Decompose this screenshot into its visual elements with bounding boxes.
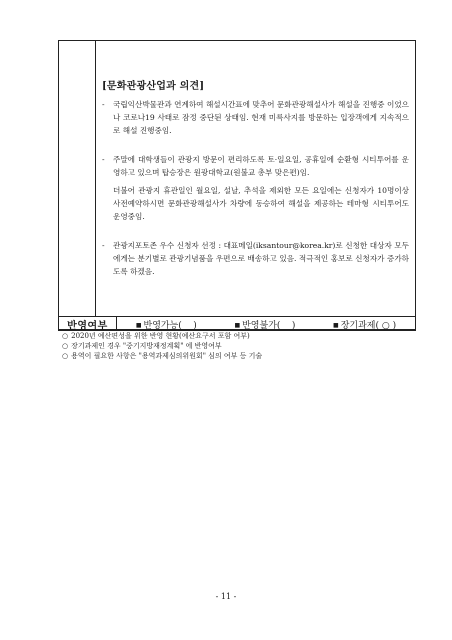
section-title: [문화관광산업과 의견] xyxy=(102,81,205,92)
square-bullet-icon: ■ xyxy=(333,321,339,329)
item-text: 국립익산박물관과 연계하여 해설시간표에 맞추어 문화관광해설사가 해설을 진행중 이었으나 코로나19 사태로 잠정 중단된 상태임. 현재 미륵사지를 방문하는 입장객에게 지속적으로 해설 진행중임. xyxy=(113,100,409,135)
note-text: 장기과제인 경우 "중기지방재정계획" 에 반영여부 xyxy=(71,342,222,350)
note-item xyxy=(62,331,416,341)
square-bullet-icon: ■ xyxy=(234,321,241,329)
circle-bullet-icon: ○ xyxy=(62,352,69,360)
note-item xyxy=(62,351,416,361)
item-dash: - xyxy=(102,155,105,164)
option-impossible[interactable] xyxy=(234,318,295,331)
reflection-options xyxy=(117,318,415,331)
option-possible[interactable] xyxy=(136,318,197,331)
opinion-item-2-continuation: 더불어 관광지 휴관일인 월요일, 설날, 추석을 제외한 모든 요일에는 신청자가 10명이상 사전예약하시면 문화관광해설사가 차량에 동승하여 해설을 제공하는 테마형 시티투어도 운영중임. xyxy=(113,186,409,221)
item-dash: - xyxy=(102,241,105,250)
opinion-content xyxy=(96,41,415,316)
page-number: - 11 - xyxy=(215,592,237,601)
reflection-row xyxy=(59,316,415,331)
reflection-label: 반영여부 xyxy=(59,317,117,331)
option-close: ) xyxy=(193,320,197,331)
option-mark: ○ xyxy=(381,320,390,331)
option-close: ) xyxy=(291,320,296,331)
opinion-item-3 xyxy=(102,239,409,278)
opinion-item-1 xyxy=(102,98,409,137)
note-item xyxy=(62,341,416,351)
circle-bullet-icon: ○ xyxy=(62,342,69,350)
option-label: 반영가능( xyxy=(143,320,182,331)
table-left-column xyxy=(59,41,96,316)
option-close: ) xyxy=(392,320,397,331)
opinion-item-2 xyxy=(102,153,409,179)
item-text: 주말에 대학생들이 관광지 방문이 편리하도록 토·일요일, 공휴일에 순환형 시티투어를 운영하고 있으며 탑승장은 원광대학교(원불교 총부 맞은편)임. xyxy=(113,155,409,177)
note-text: 용역이 필요한 사항은 "용역과제심의위원회" 심의 여부 등 기술 xyxy=(71,352,263,360)
opinion-table xyxy=(58,40,416,330)
option-label: 장기과제( xyxy=(340,320,380,331)
item-text: 관광지포토존 우수 신청자 선정 : 대표메일(iksantour@korea.kr)로 신청한 대상자 모두에게는 분기별로 관광기념품을 우편으로 배송하고 있음. 적극적인 홍보로 신청자가 증가하도록 하겠음. xyxy=(113,241,409,276)
option-label: 반영불가( xyxy=(242,320,281,331)
item-dash: - xyxy=(102,100,105,109)
guidance-notes xyxy=(58,330,416,361)
option-long-term[interactable] xyxy=(333,318,396,331)
circle-bullet-icon: ○ xyxy=(62,332,69,340)
note-text: 2020년 예산편성을 위한 반영 현황(예산요구서 포함 여부) xyxy=(71,332,250,340)
square-bullet-icon: ■ xyxy=(135,321,142,329)
